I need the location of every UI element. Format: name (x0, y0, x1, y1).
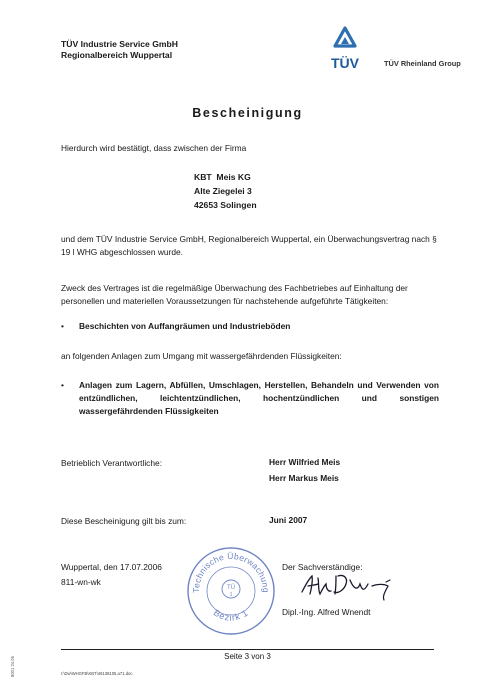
place-date: Wuppertal, den 17.07.2006 (61, 562, 162, 572)
stamp-center-number: 1 (229, 592, 233, 598)
stamp-center-text: TÜ (227, 585, 235, 591)
validity-label: Diese Bescheinigung gilt bis zum: (61, 516, 187, 526)
stamp-top-text: Technische Überwachung (190, 550, 272, 593)
bullet-marker: • (61, 321, 64, 331)
tuv-logo-text: TÜV (331, 55, 359, 70)
responsible-name: Herr Wilfried Meis (269, 457, 341, 467)
issuer-region: Regionalbereich Wuppertal (61, 50, 173, 60)
official-stamp (185, 545, 277, 637)
intro-text: Hierdurch wird bestätigt, dass zwischen der Firma (61, 143, 247, 153)
side-code: 8001 24.06 (10, 656, 15, 677)
firm-address (194, 170, 257, 212)
firm-name: KBT Meis KG (194, 172, 251, 182)
responsible-label: Betrieblich Verantwortliche: (61, 458, 163, 468)
expert-label: Der Sachverständige: (282, 562, 363, 572)
contract-paragraph: und dem TÜV Industrie Service GmbH, Regionalbereich Wuppertal, ein Überwachungsvertrag nach § 19 l WHG abgeschlossen wurde. (61, 234, 437, 257)
bullet-marker: • (61, 380, 64, 390)
stamp-bottom-text: Bezirk 1 (211, 607, 251, 623)
facility-text: Anlagen zum Lagern, Abfüllen, Umschlagen, Herstellen, Behandeln und Verwenden von entzündlichen, leichtentzündlichen, hochentzündlichen und sonstigen wassergefährdenden Flüssigkeiten (79, 380, 439, 416)
group-name: TÜV Rheinland Group (384, 59, 461, 68)
reference-code: 811-wn-wk (61, 577, 101, 587)
file-path: I:\Dw\WHGFB\KBT\46138105.a71.doc (61, 671, 133, 676)
expert-name: Dipl.-Ing. Alfred Wnendt (282, 607, 371, 617)
purpose-paragraph: Zweck des Vertrages ist die regelmäßige Überwachung des Fachbetriebes auf Einhaltung der personellen und materiellen Voraussetzungen für nachstehende aufgeführte Tätigkeiten: (61, 283, 408, 306)
facilities-intro: an folgenden Anlagen zum Umgang mit wassergefährdenden Flüssigkeiten: (61, 351, 342, 361)
footer-divider (61, 649, 434, 650)
firm-city: 42653 Solingen (194, 200, 257, 210)
responsible-names (269, 454, 340, 486)
activity-text: Beschichten von Auffangräumen und Industrieböden (79, 321, 291, 331)
validity-date: Juni 2007 (269, 515, 308, 525)
signature-icon (298, 570, 398, 602)
issuer-block (61, 39, 178, 61)
document-title: Bescheinigung (192, 106, 303, 120)
responsible-name: Herr Markus Meis (269, 473, 339, 483)
tuv-logo-icon (324, 26, 366, 70)
firm-street: Alte Ziegelei 3 (194, 186, 252, 196)
issuer-name: TÜV Industrie Service GmbH (61, 39, 179, 49)
page-number: Seite 3 von 3 (224, 652, 271, 661)
svg-text:Bezirk 1 (212, 608, 250, 623)
